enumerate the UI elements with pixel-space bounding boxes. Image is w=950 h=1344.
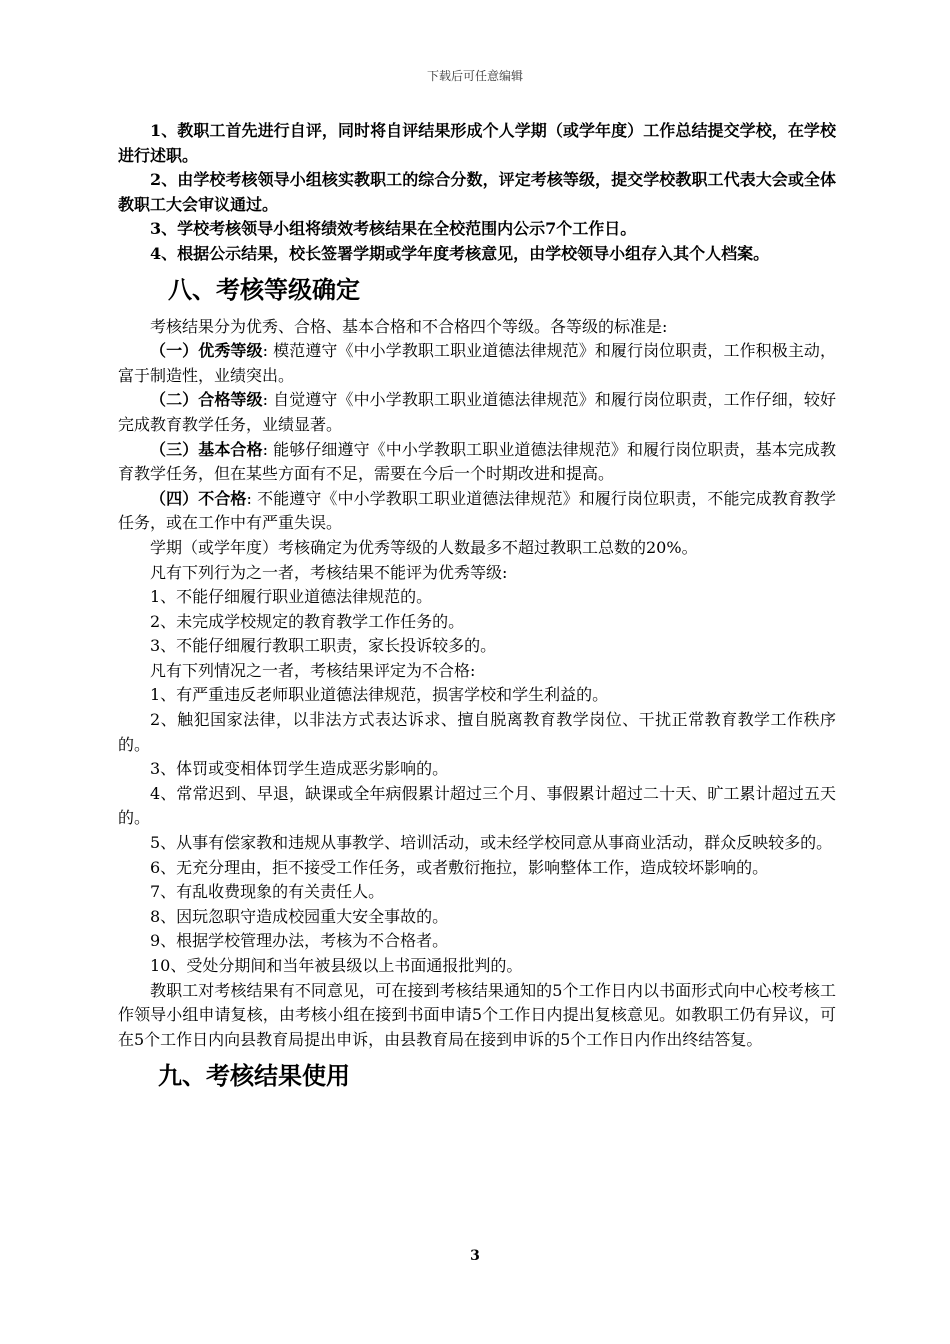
grade-text: : 不能遵守《中小学教职工职业道德法律规范》和履行岗位职责，不能完成教育教学任务，或在工作中有严重失误。	[118, 488, 836, 533]
grades-intro: 考核结果分为优秀、合格、基本合格和不合格四个等级。各等级的标准是:	[150, 316, 668, 336]
grade-text: : 模范遵守《中小学教职工职业道德法律规范》和履行岗位职责，工作积极主动，富于制造性，业绩突出。	[118, 341, 836, 385]
procedure-item-2: 2、由学校考核领导小组核实教职工的综合分数，评定考核等级，提交学校教职工代表大会或全体教职工大会审议通过。	[118, 170, 836, 214]
section-8-heading: 八、考核等级确定	[168, 275, 360, 304]
grade-label: （二）合格等级	[150, 390, 263, 410]
grade-label: （三）基本合格	[150, 439, 263, 459]
grade-label: （四）不合格	[150, 488, 247, 508]
procedure-item-1: 1、教职工首先进行自评，同时将自评结果形成个人学期（或学年度）工作总结提交学校，在学校进行述职。	[118, 121, 836, 165]
not-excellent-item: 3、不能仔细履行教职工职责，家长投诉较多的。	[150, 636, 497, 656]
not-excellent-item: 2、未完成学校规定的教育教学工作任务的。	[150, 611, 465, 631]
grade-unqualified	[118, 487, 836, 536]
fail-item: 10、受处分期间和当年被县级以上书面通报批判的。	[150, 956, 523, 975]
document-body	[118, 119, 836, 1096]
page-header: 下载后可任意编辑	[426, 69, 523, 83]
fail-item: 8、因玩忽职守造成校园重大安全事故的。	[150, 906, 449, 926]
page-number: 3	[470, 1248, 480, 1264]
procedure-item-3: 3、学校考核领导小组将绩效考核结果在全校范围内公示7个工作日。	[150, 219, 637, 239]
fail-item: 5、从事有偿家教和违规从事教学、培训活动，或未经学校同意从事商业活动，群众反映较多的。	[150, 833, 833, 853]
procedure-item-4: 4、根据公示结果，校长签署学期或学年度考核意见，由学校领导小组存入其个人档案。	[150, 243, 770, 263]
grade-text: : 自觉遵守《中小学教职工职业道德法律规范》和履行岗位职责，工作仔细，较好完成教育教学任务，业绩显著。	[118, 390, 836, 434]
excellent-limit: 学期（或学年度）考核确定为优秀等级的人数最多不超过教职工总数的20%。	[150, 537, 698, 557]
fail-intro: 凡有下列情况之一者，考核结果评定为不合格:	[150, 660, 476, 680]
fail-item: 3、体罚或变相体罚学生造成恶劣影响的。	[150, 759, 449, 779]
fail-item: 4、常常迟到、早退，缺课或全年病假累计超过三个月、事假累计超过二十天、旷工累计超过五天的。	[118, 783, 836, 828]
not-excellent-item: 1、不能仔细履行职业道德法律规范的。	[150, 587, 433, 607]
fail-item: 2、触犯国家法律，以非法方式表达诉求、擅自脱离教育教学岗位、干扰正常教育教学工作秩序的。	[118, 710, 836, 754]
fail-item: 9、根据学校管理办法，考核为不合格者。	[150, 931, 449, 951]
grade-excellent	[118, 339, 836, 388]
fail-item: 6、无充分理由，拒不接受工作任务，或者敷衍拖拉，影响整体工作，造成较坏影响的。	[150, 857, 769, 877]
grade-basic	[118, 438, 836, 487]
fail-item: 7、有乱收费现象的有关责任人。	[150, 882, 385, 902]
not-excellent-intro: 凡有下列行为之一者，考核结果不能评为优秀等级:	[150, 562, 508, 582]
fail-item: 1、有严重违反老师职业道德法律规范，损害学校和学生利益的。	[150, 685, 609, 705]
grade-text: : 能够仔细遵守《中小学教职工职业道德法律规范》和履行岗位职责，基本完成教育教学任务，但在某些方面有不足，需要在今后一个时期改进和提高。	[118, 439, 836, 484]
section-9-heading: 九、考核结果使用	[158, 1062, 350, 1091]
grade-qualified	[118, 388, 836, 437]
appeal-paragraph: 教职工对考核结果有不同意见，可在接到考核结果通知的5个工作日内以书面形式向中心校考核工作领导小组申请复核，由考核小组在接到书面申请5个工作日内提出复核意见。如教职工仍有异议，可在5个工作日内向县教育局提出申诉，由县教育局在接到申诉的5个工作日内作出终结答复。	[118, 980, 836, 1049]
grade-label: （一）优秀等级	[150, 341, 263, 361]
